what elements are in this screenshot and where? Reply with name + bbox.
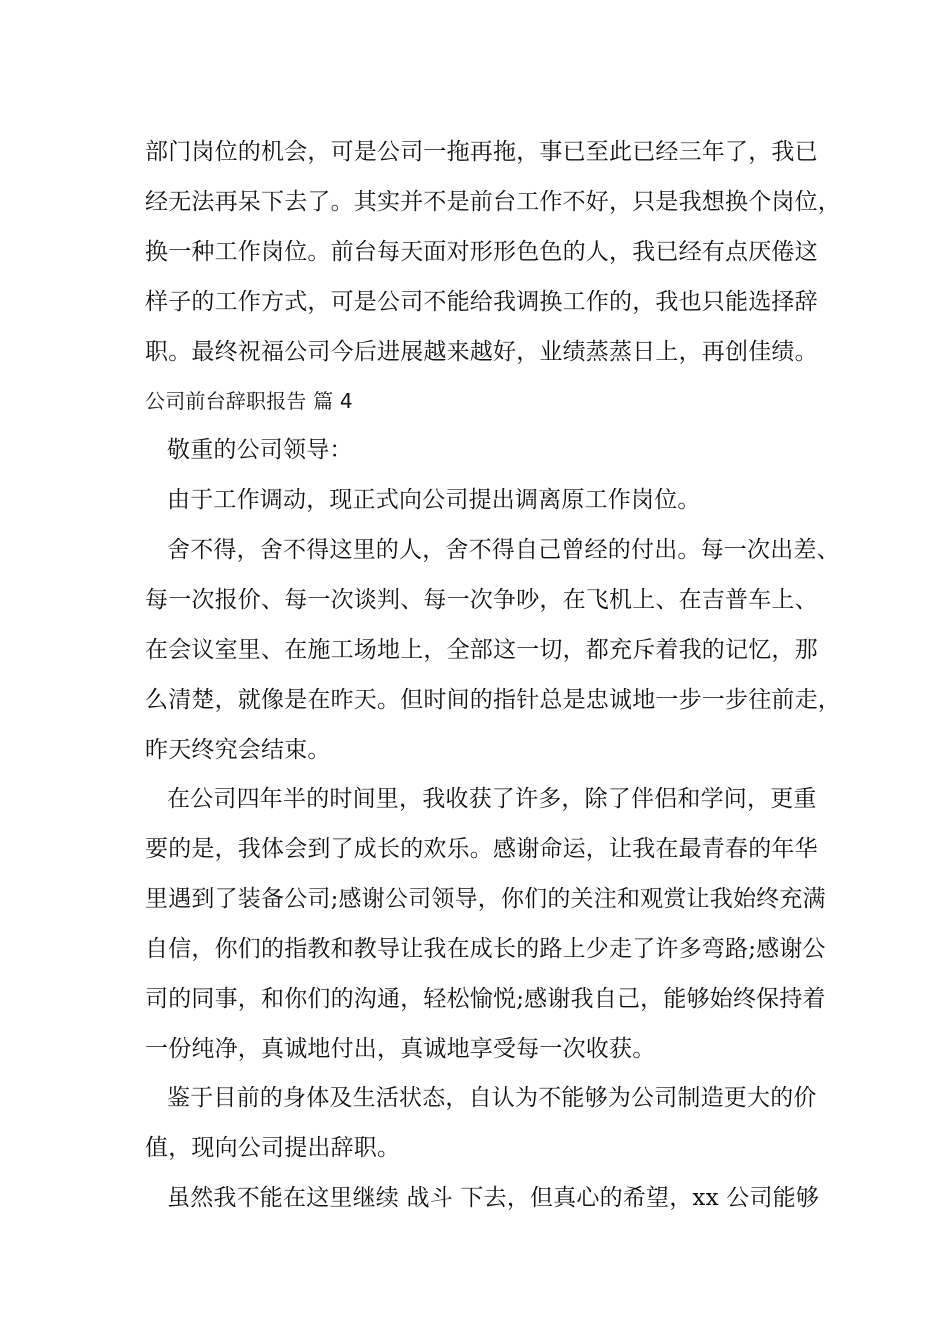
paragraph-line: 部门岗位的机会，可是公司一拖再拖，事已至此已经三年了，我已 (145, 139, 818, 165)
section-heading: 公司前台辞职报告 篇 4 (145, 389, 353, 413)
paragraph-line: 么清楚，就像是在昨天。但时间的指针总是忠诚地一步一步往前走， (145, 687, 841, 713)
paragraph-line: 里遇到了装备公司;感谢公司领导，你们的关注和观赏让我始终充满 (145, 886, 826, 912)
paragraph-line: 换一种工作岗位。前台每天面对形形色色的人，我已经有点厌倦这 (145, 239, 818, 265)
paragraph-line: 舍不得，舍不得这里的人，舍不得自己曾经的付出。每一次出差、 (167, 537, 840, 563)
paragraph-line: 经无法再呆下去了。其实并不是前台工作不好，只是我想换个岗位， (145, 189, 841, 215)
salutation: 敬重的公司领导： (167, 437, 353, 463)
paragraph-line: 职。最终祝福公司今后进展越来越好，业绩蒸蒸日上，再创佳绩。 (145, 339, 818, 365)
paragraph-line: 司的同事，和你们的沟通，轻松愉悦;感谢我自己，能够始终保持着 (145, 986, 826, 1012)
paragraph-line: 样子的工作方式，可是公司不能给我调换工作的，我也只能选择辞 (145, 289, 818, 315)
paragraph-line: 每一次报价、每一次谈判、每一次争吵，在飞机上、在吉普车上、 (145, 587, 818, 613)
paragraph-line: 由于工作调动，现正式向公司提出调离原工作岗位。 (167, 487, 701, 513)
paragraph-line: 要的是，我体会到了成长的欢乐。感谢命运，让我在最青春的年华 (145, 836, 818, 862)
paragraph-line: 昨天终究会结束。 (145, 737, 331, 763)
paragraph-line: 在会议室里、在施工场地上，全部这一切，都充斥着我的记忆，那 (145, 637, 818, 663)
paragraph-line: 鉴于目前的身体及生活状态，自认为不能够为公司制造更大的价 (167, 1085, 817, 1111)
paragraph-line: 值，现向公司提出辞职。 (145, 1135, 401, 1161)
paragraph-line: 一份纯净，真诚地付出，真诚地享受每一次收获。 (145, 1036, 656, 1062)
paragraph-line: 在公司四年半的时间里，我收获了许多，除了伴侣和学问，更重 (167, 786, 817, 812)
paragraph-line: 虽然我不能在这里继续 战斗 下去，但真心的希望，xx 公司能够 (167, 1185, 820, 1211)
paragraph-line: 自信，你们的指教和教导让我在成长的路上少走了许多弯路;感谢公 (145, 936, 826, 962)
